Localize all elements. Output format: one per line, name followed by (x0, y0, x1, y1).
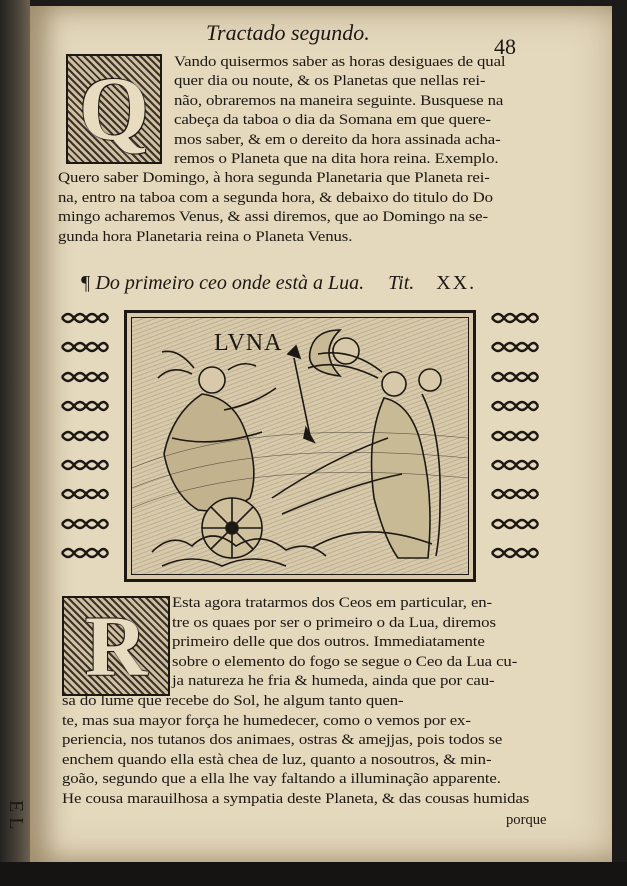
woodcut-drawing (132, 318, 468, 574)
heading-tit-label: Tit. (388, 272, 415, 294)
text-line: Esta agora tratarmos dos Ceos em particular, en- (172, 595, 493, 611)
woodcut-inner-frame (131, 317, 469, 575)
knot-ornament (490, 310, 540, 326)
knot-ornament (490, 369, 540, 385)
text-line: mos saber, & em o dereito da hora assinada acha- (174, 131, 501, 148)
adjacent-page-fragment: E L (5, 800, 27, 830)
scan-bottom-edge (0, 862, 627, 886)
section-heading (80, 272, 476, 295)
text-line: primeiro delle que dos outros. Immediatamente (172, 634, 485, 651)
text-line: te, mas sua mayor força he humedecer, como o vemos por ex- (62, 712, 471, 729)
text-line: na, entro na taboa com a segunda hora, & debaixo do titulo do Do (58, 189, 493, 206)
text-line: enchem quando ella està chea de luz, quanto a nosoutros, & min- (62, 751, 492, 768)
text-line: cabeça da taboa o dia da Somana em que quere- (174, 112, 491, 129)
knot-ornament (490, 516, 540, 532)
knot-ornament (490, 339, 540, 355)
running-head: Tractado segundo. (206, 20, 370, 45)
text-line: periencia, nos tutanos dos animaes, ostras & amejjas, pois todos se (62, 732, 503, 749)
knot-ornament (490, 545, 540, 561)
knot-ornament (60, 310, 110, 326)
text-line: remos o Planeta que na dita hora reina. Exemplo. (174, 151, 499, 167)
drop-cap-letter: Q (78, 59, 149, 159)
text-line: goão, segundo que a ella lhe vay faltando a illuminação apparente. (62, 771, 501, 788)
text-line: tre os quaes por ser o primeiro o da Lua, diremos (172, 614, 496, 631)
text-line: gunda hora Planetaria reina o Planeta Venus. (58, 228, 353, 245)
woodcut-caption: LVNA (214, 330, 283, 356)
text-line: Quero saber Domingo, à hora segunda Planetaria que Planeta rei- (58, 170, 490, 187)
drop-cap-letter: R (84, 598, 148, 694)
knot-ornament (490, 428, 540, 444)
folio-number: 48 (494, 34, 516, 59)
text-line: sa do lume que recebe do Sol, he algum tanto quen- (62, 693, 404, 709)
text-line: Vando quisermos saber as horas desiguaes de qual (174, 54, 506, 70)
knot-ornament (60, 398, 110, 414)
knot-ornament (60, 545, 110, 561)
text-line: He cousa marauilhosa a sympatia deste Planeta, & das cousas humidas (62, 791, 530, 807)
drop-cap-r (62, 596, 170, 696)
knot-ornament (60, 369, 110, 385)
knot-ornament (60, 486, 110, 502)
knot-ornament (60, 428, 110, 444)
text-line: mingo acharemos Venus, & assi diremos, que ao Domingo na se- (58, 209, 489, 226)
text-line: sobre o elemento do fogo se segue o Ceo da Lua cu- (172, 653, 518, 670)
knot-ornament (490, 486, 540, 502)
binding-gutter (0, 0, 30, 886)
heading-title: ¶ Do primeiro ceo onde està a Lua. (80, 272, 365, 294)
knot-ornament (60, 457, 110, 473)
drop-cap-q (66, 54, 162, 164)
knot-ornament (60, 339, 110, 355)
text-line: quer dia ou noute, & os Planetas que nellas rei- (174, 73, 486, 90)
heading-title-number: XX. (436, 272, 477, 294)
luna-woodcut-illustration (124, 310, 476, 582)
text-line: não, obraremos na maneira seguinte. Busquese na (174, 92, 504, 109)
knot-ornament (490, 398, 540, 414)
text-line: ja natureza he fria & humeda, ainda que por cau- (172, 673, 495, 690)
catchword: porque (506, 812, 547, 828)
knot-ornament (490, 457, 540, 473)
knot-ornament (60, 516, 110, 532)
